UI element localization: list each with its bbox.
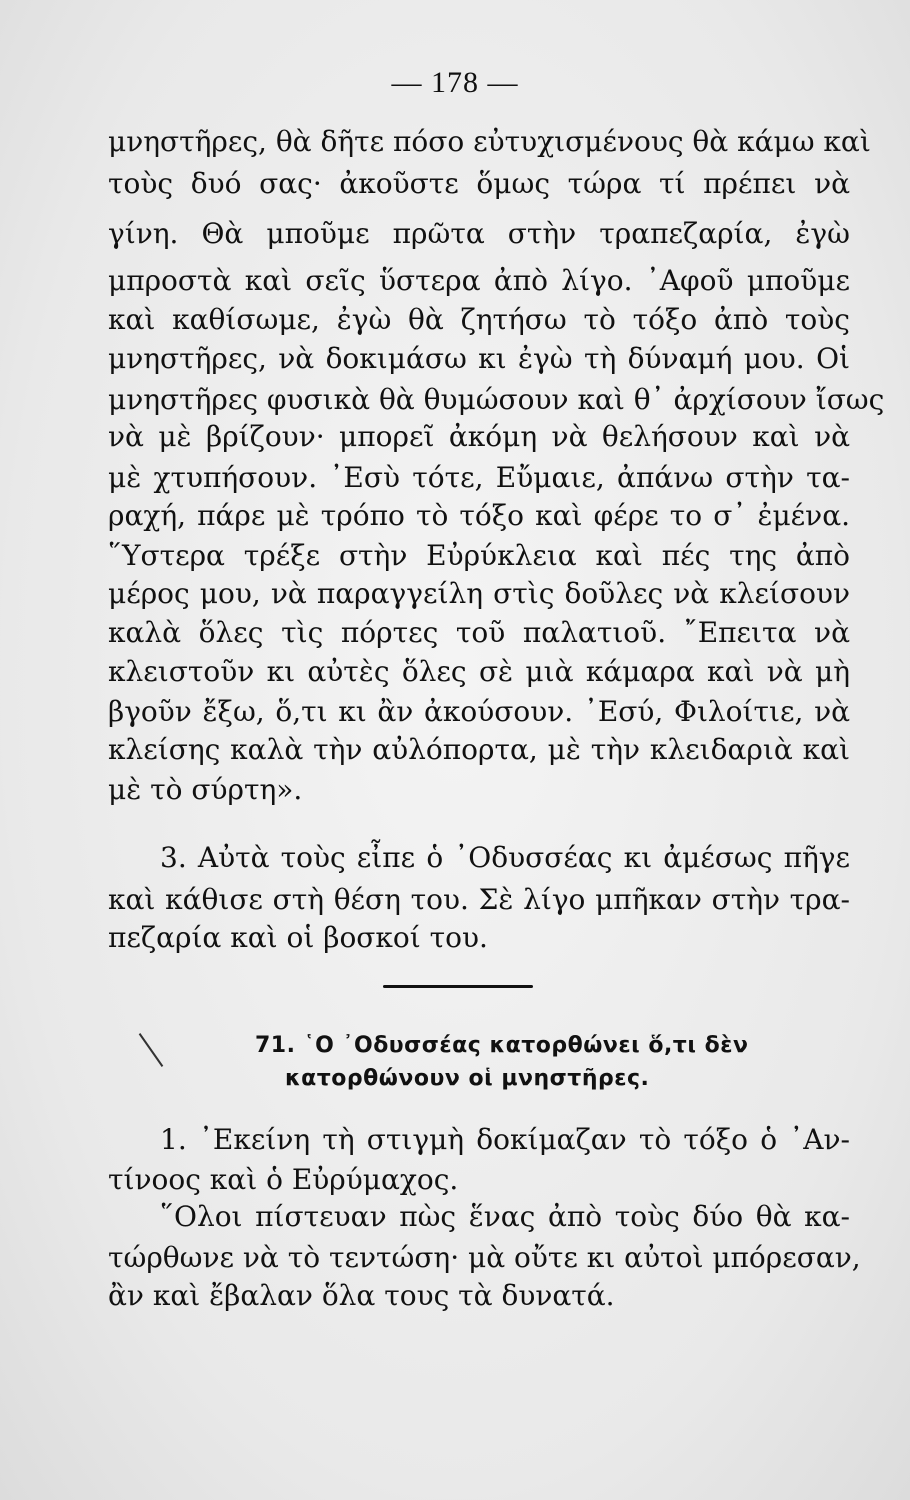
text-line: κλείσης καλὰ τὴν αὐλόπορτα, μὲ τὴν κλειδαριὰ καὶ (108, 733, 850, 766)
text-line: μνηστῆρες, νὰ δοκιμάσω κι ἐγὼ τὴ δύναμή μου. Οἱ (108, 342, 850, 375)
text-line: καλὰ ὅλες τὶς πόρτες τοῦ παλατιοῦ. ῎Επειτα νὰ (108, 616, 850, 649)
text-line: τίνοος καὶ ὁ Εὐρύμαχος. (108, 1163, 459, 1196)
text-line: μέρος μου, νὰ παραγγείλη στὶς δοῦλες νὰ κλείσουν (108, 577, 850, 610)
text-line: πεζαρία καὶ οἱ βοσκοί του. (108, 921, 488, 954)
text-line: ἂν καὶ ἔβαλαν ὅλα τους τὰ δυνατά. (108, 1279, 615, 1312)
section-heading-line: 71. ῾Ο ᾿Οδυσσέας κατορθώνει ὅ,τι δὲν (255, 1033, 749, 1058)
text-line: νὰ μὲ βρίζουν· μπορεῖ ἀκόμη νὰ θελήσουν καὶ νὰ (108, 420, 850, 453)
text-line: βγοῦν ἔξω, ὅ,τι κι ἂν ἀκούσουν. ᾿Εσύ, Φιλοίτιε, νὰ (108, 695, 850, 728)
text-line: μπροστὰ καὶ σεῖς ὕστερα ἀπὸ λίγο. ᾿Αφοῦ μποῦμε (108, 264, 850, 297)
text-line: τώρθωνε νὰ τὸ τεντώση· μὰ οὔτε κι αὐτοὶ μπόρεσαν, (108, 1241, 861, 1274)
text-line: μὲ χτυπήσουν. ᾿Εσὺ τότε, Εὔμαιε, ἀπάνω στὴν τα- (108, 461, 850, 494)
text-line: ῞Ολοι πίστευαν πὼς ἕνας ἀπὸ τοὺς δύο θὰ κα- (160, 1200, 850, 1233)
section-heading-line: κατορθώνουν οἱ μνηστῆρες. (285, 1066, 650, 1091)
pencil-mark (139, 1033, 164, 1067)
text-line: μνηστῆρες, θὰ δῆτε πόσο εὐτυχισμένους θὰ κάμω καὶ (108, 125, 871, 158)
text-line: μὲ τὸ σύρτη». (108, 773, 303, 806)
section-divider (383, 985, 533, 988)
text-line: καὶ καθίσωμε, ἐγὼ θὰ ζητήσω τὸ τόξο ἀπὸ τοὺς (108, 303, 850, 336)
text-line: 1. ᾿Εκείνη τὴ στιγμὴ δοκίμαζαν τὸ τόξο ὁ ᾿Αν- (160, 1123, 850, 1156)
text-line: κλειστοῦν κι αὐτὲς ὅλες σὲ μιὰ κάμαρα καὶ νὰ μὴ (108, 655, 850, 688)
text-line: 3. Αὐτὰ τοὺς εἶπε ὁ ᾿Οδυσσέας κι ἀμέσως πῆγε (160, 841, 850, 874)
text-line: ραχή, πάρε μὲ τρόπο τὸ τόξο καὶ φέρε το σ᾿ ἐμένα. (108, 499, 850, 532)
text-line: ῞Υστερα τρέξε στὴν Εὐρύκλεια καὶ πές της ἀπὸ (108, 539, 850, 572)
text-line: τοὺς δυό σας· ἀκοῦστε ὅμως τώρα τί πρέπει νὰ (108, 167, 850, 200)
text-line: γίνη. Θὰ μποῦμε πρῶτα στὴν τραπεζαρία, ἐγὼ (108, 217, 850, 250)
text-line: μνηστῆρες φυσικὰ θὰ θυμώσουν καὶ θ᾿ ἀρχίσουν ἴσως (108, 383, 885, 416)
text-line: καὶ κάθισε στὴ θέση του. Σὲ λίγο μπῆκαν στὴν τρα- (108, 883, 850, 916)
page-number: — 178 — (391, 66, 519, 99)
